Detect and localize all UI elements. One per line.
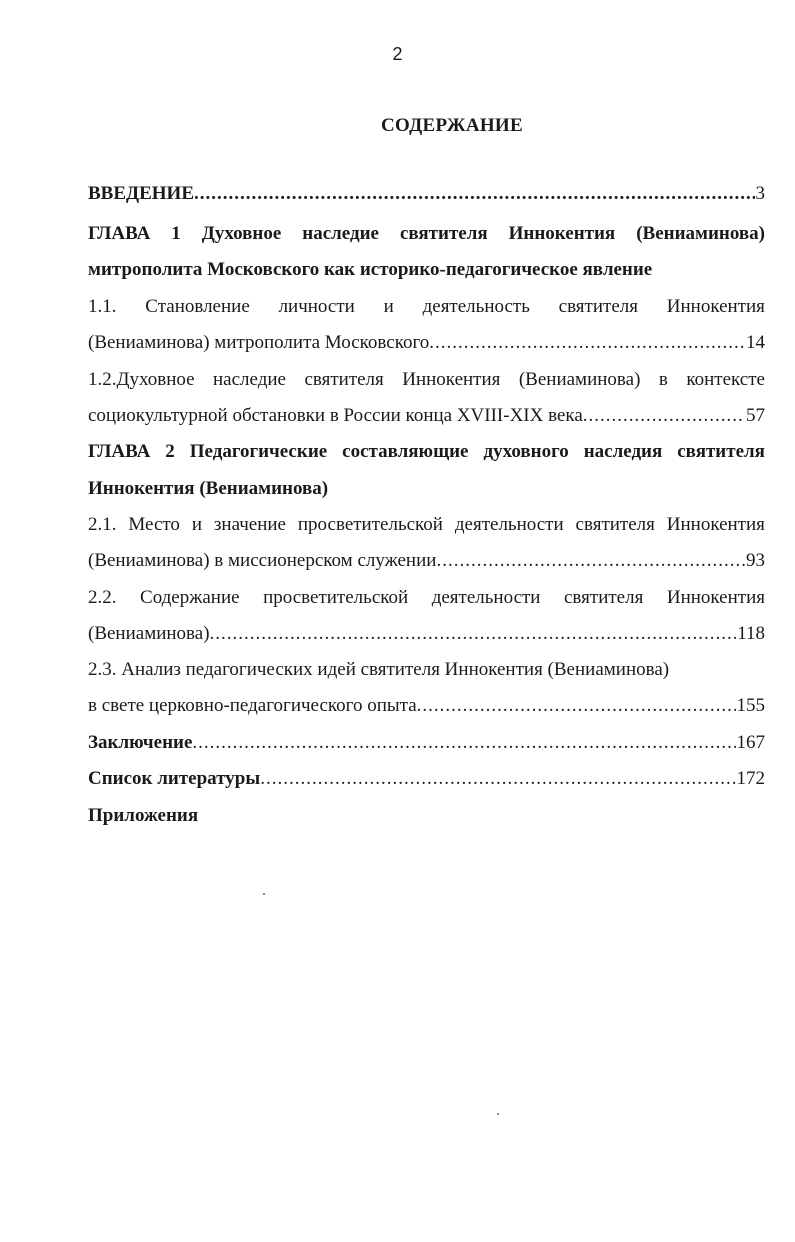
toc-section-text: социокультурной обстановки в России конца XVIII-XIX века	[88, 405, 583, 426]
word: деятельность	[422, 296, 530, 317]
word: в	[658, 369, 668, 390]
toc-section-1-1-line2[interactable]	[88, 331, 765, 355]
word: Иннокентия	[666, 514, 765, 535]
word: духовного	[483, 441, 569, 462]
word: просветительской	[263, 587, 409, 608]
toc-section-2-1-line1[interactable]	[88, 513, 765, 537]
word: личности	[278, 296, 355, 317]
word: 1.1.	[88, 296, 117, 317]
word: святителя	[399, 223, 488, 244]
toc-entry-appendices[interactable]: Приложения	[88, 805, 199, 826]
word: Педагогические	[189, 441, 328, 462]
word: деятельности	[454, 514, 564, 535]
page-number: 2	[392, 44, 403, 64]
toc-section-2-2-line1[interactable]	[88, 586, 765, 610]
dot-leader	[192, 731, 735, 755]
toc-intro-label: ВВЕДЕНИЕ	[88, 183, 194, 204]
word: ГЛАВА	[88, 441, 151, 462]
word: наследия	[583, 441, 663, 462]
toc-entry-conclusion[interactable]	[88, 731, 765, 755]
word: 2	[165, 441, 175, 462]
scan-speck	[263, 893, 265, 895]
word: составляющие	[342, 441, 469, 462]
word: 1	[171, 223, 181, 244]
word: просветительской	[297, 514, 443, 535]
toc-section-2-3-line1[interactable]: 2.3. Анализ педагогических идей святителя Иннокентия (Вениаминова)	[88, 659, 670, 680]
word: святителя	[564, 587, 644, 608]
toc-section-2-2-line2[interactable]	[88, 622, 765, 646]
toc-intro-page: 3	[755, 183, 765, 204]
word: 2.1.	[88, 514, 117, 535]
dot-leader	[583, 404, 745, 428]
word: Иннокентия	[666, 587, 765, 608]
toc-section-text: в свете церковно-педагогического опыта	[88, 695, 417, 716]
toc-chapter-1-line2[interactable]: митрополита Московского как историко-педагогическое явление	[88, 259, 653, 280]
word: деятельности	[431, 587, 541, 608]
toc-section-1-2-line2[interactable]	[88, 404, 765, 428]
toc-section-text: (Вениаминова) в миссионерском служении	[88, 550, 437, 571]
word: Духовное	[201, 223, 282, 244]
toc-section-2-1-line2[interactable]	[88, 549, 765, 573]
toc-conclusion-label: Заключение	[88, 732, 193, 753]
word: ГЛАВА	[88, 223, 151, 244]
toc-chapter-1-line1[interactable]	[88, 222, 765, 246]
dot-leader	[429, 331, 745, 355]
word: наследие	[213, 369, 286, 390]
toc-section-2-3-line2[interactable]	[88, 694, 765, 718]
word: Иннокентия	[508, 223, 616, 244]
word: святителя	[558, 296, 638, 317]
toc-section-text: (Вениаминова)	[88, 623, 210, 644]
scan-speck	[497, 1113, 499, 1115]
word: значение	[213, 514, 286, 535]
word: наследие	[302, 223, 379, 244]
word: святителя	[677, 441, 765, 462]
toc-entry-intro[interactable]	[88, 182, 765, 206]
word: святителя	[575, 514, 655, 535]
dot-leader	[194, 182, 755, 206]
word: и	[383, 296, 394, 317]
word: контексте	[686, 369, 765, 390]
dot-leader	[417, 694, 736, 718]
dot-leader	[436, 549, 745, 573]
word: Иннокентия	[402, 369, 501, 390]
word: 1.2.Духовное	[88, 369, 195, 390]
word: и	[191, 514, 202, 535]
word: святителя	[304, 369, 384, 390]
toc-chapter-2-line2[interactable]: Иннокентия (Вениаминова)	[88, 478, 329, 499]
dot-leader	[210, 622, 737, 646]
word: Иннокентия	[666, 296, 765, 317]
word: Содержание	[140, 587, 240, 608]
toc-page-number: 167	[736, 732, 765, 753]
toc-entry-references[interactable]	[88, 767, 765, 791]
toc-page-number: 14	[746, 332, 765, 353]
toc-page-number: 155	[736, 695, 765, 716]
toc-page-number: 118	[737, 623, 765, 644]
word: Становление	[145, 296, 250, 317]
toc-section-1-2-line1[interactable]	[88, 368, 765, 392]
word: (Вениаминова)	[636, 223, 765, 244]
toc-section-1-1-line1[interactable]	[88, 295, 765, 319]
toc-page-number: 57	[746, 405, 765, 426]
word: Место	[128, 514, 180, 535]
toc-page-number: 93	[746, 550, 765, 571]
page-title: СОДЕРЖАНИЕ	[381, 115, 523, 136]
toc-references-label: Список литературы	[88, 768, 261, 789]
word: (Вениаминова)	[518, 369, 641, 390]
toc-section-text: (Вениаминова) митрополита Московского	[88, 332, 430, 353]
toc-page-number: 172	[736, 768, 765, 789]
toc-chapter-2-line1[interactable]	[88, 440, 765, 464]
dot-leader	[260, 767, 735, 791]
word: 2.2.	[88, 587, 117, 608]
